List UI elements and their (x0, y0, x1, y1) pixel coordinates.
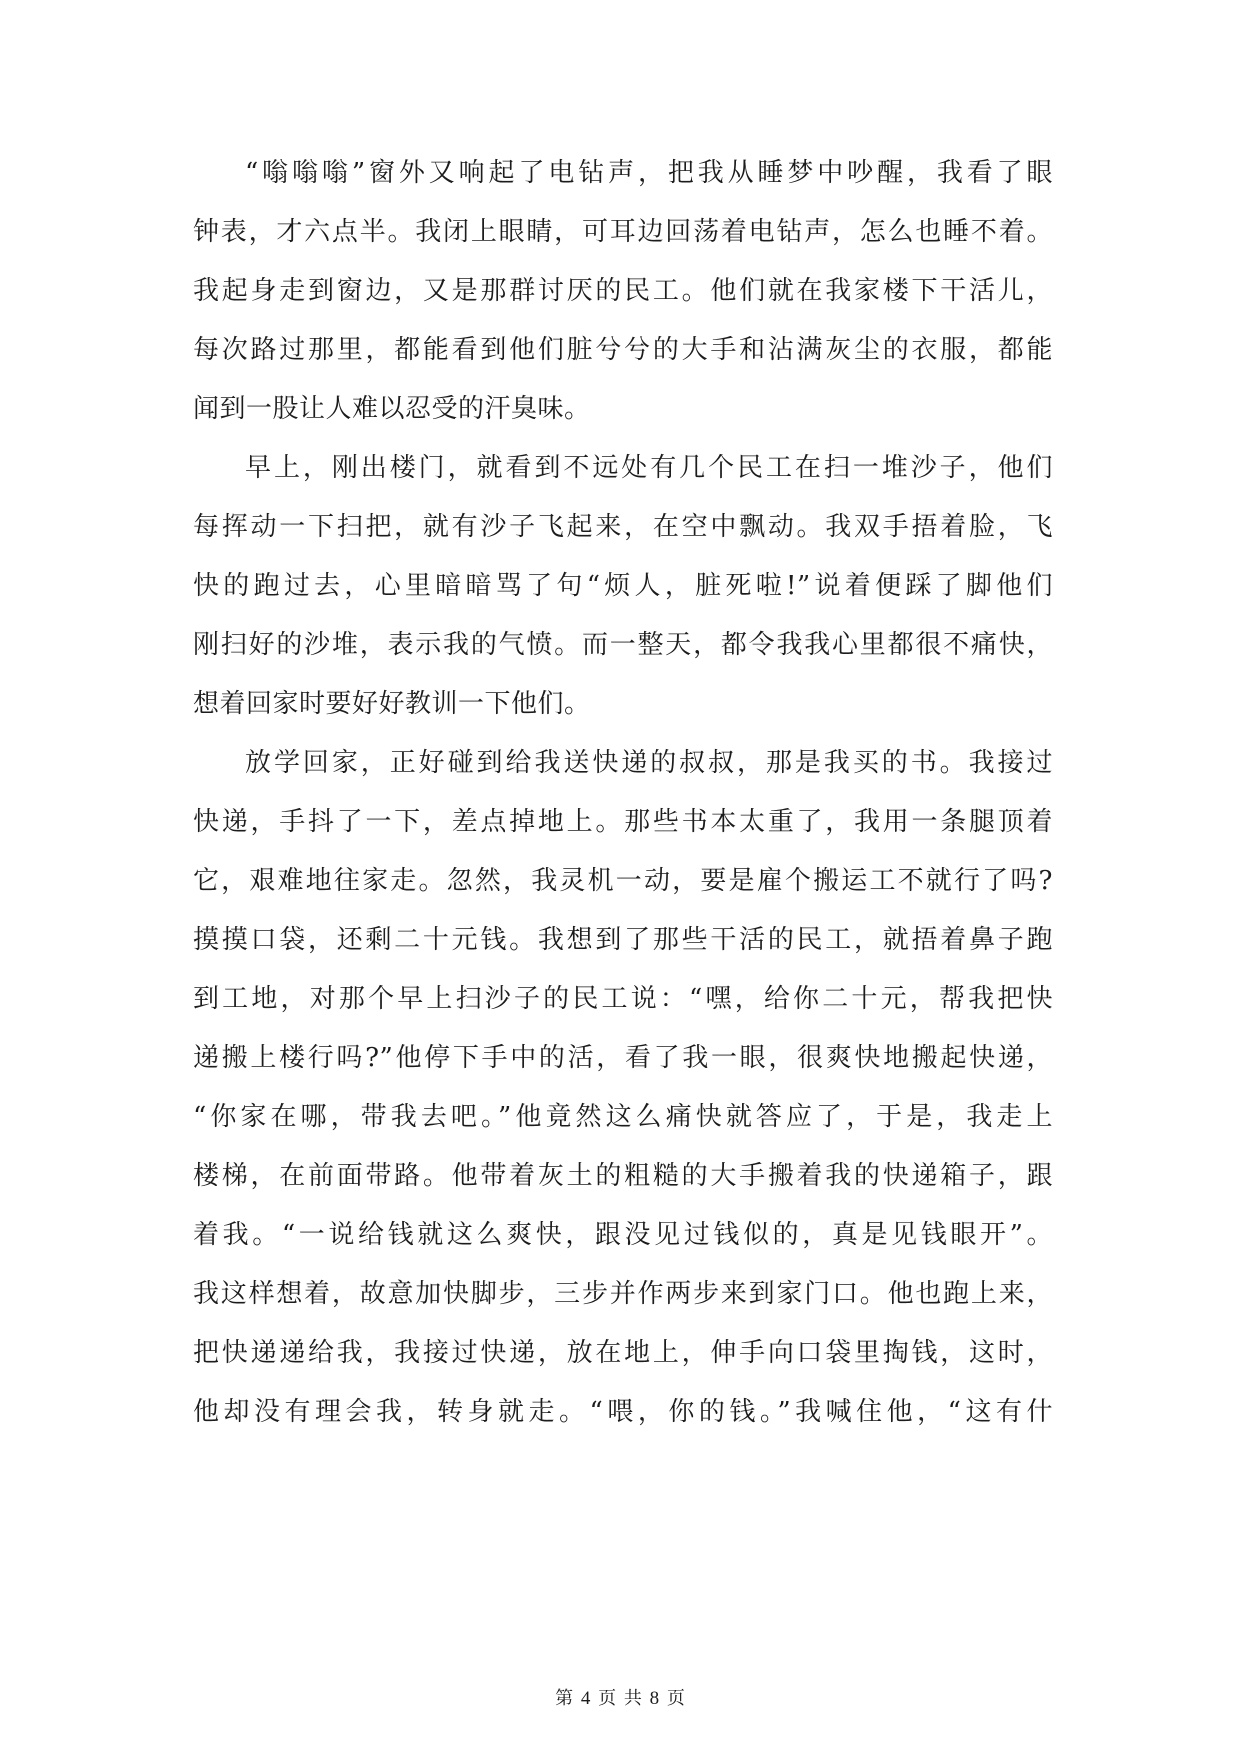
footer-prefix: 第 (555, 1688, 575, 1709)
text-line: 钟表，才六点半。我闭上眼睛，可耳边回荡着电钻声，怎么也睡不着。 (193, 217, 1053, 247)
text-line: 把快递递给我，我接过快递，放在地上，伸手向口袋里掏钱，这时， (193, 1338, 1053, 1368)
text-line: 摸摸口袋，还剩二十元钱。我想到了那些干活的民工，就捂着鼻子跑 (193, 925, 1053, 955)
footer-suffix: 页 (666, 1688, 686, 1709)
text-line: 他却没有理会我，转身就走。“喂，你的钱。”我喊住他，“这有什 (193, 1397, 1053, 1427)
text-line: 递搬上楼行吗?”他停下手中的活，看了我一眼，很爽快地搬起快递， (193, 1043, 1053, 1073)
text-line: 快递，手抖了一下，差点掉地上。那些书本太重了，我用一条腿顶着 (193, 807, 1053, 837)
text-line: 到工地，对那个早上扫沙子的民工说：“嘿，给你二十元，帮我把快 (193, 984, 1053, 1014)
footer-page-number: 4 (580, 1688, 592, 1709)
page-footer (0, 1687, 1241, 1711)
text-line: “你家在哪，带我去吧。”他竟然这么痛快就答应了，于是，我走上 (193, 1102, 1053, 1132)
text-line: 我这样想着，故意加快脚步，三步并作两步来到家门口。他也跑上来， (193, 1279, 1053, 1309)
text-line: 刚扫好的沙堆，表示我的气愤。而一整天，都令我我心里都很不痛快， (193, 630, 1053, 660)
text-line: 快的跑过去，心里暗暗骂了句“烦人，脏死啦!”说着便踩了脚他们 (193, 571, 1053, 601)
footer-middle: 页 共 (598, 1688, 643, 1709)
text-line: 每次路过那里，都能看到他们脏兮兮的大手和沾满灰尘的衣服，都能 (193, 335, 1053, 365)
text-line: 早上，刚出楼门，就看到不远处有几个民工在扫一堆沙子，他们 (245, 453, 1053, 483)
text-line: 我起身走到窗边，又是那群讨厌的民工。他们就在我家楼下干活儿， (193, 276, 1053, 306)
text-line: 每挥动一下扫把，就有沙子飞起来，在空中飘动。我双手捂着脸，飞 (193, 512, 1053, 542)
text-line: 想着回家时要好好教训一下他们。 (193, 689, 591, 719)
text-line: 闻到一股让人难以忍受的汗臭味。 (193, 394, 591, 424)
text-line: 放学回家，正好碰到给我送快递的叔叔，那是我买的书。我接过 (245, 748, 1053, 778)
footer-total-pages: 8 (649, 1688, 661, 1709)
text-line: 它，艰难地往家走。忽然，我灵机一动，要是雇个搬运工不就行了吗? (193, 866, 1053, 896)
text-line: “嗡嗡嗡”窗外又响起了电钻声，把我从睡梦中吵醒，我看了眼 (245, 158, 1053, 188)
text-line: 楼梯，在前面带路。他带着灰土的粗糙的大手搬着我的快递箱子，跟 (193, 1161, 1053, 1191)
text-line: 着我。“一说给钱就这么爽快，跟没见过钱似的，真是见钱眼开”。 (193, 1220, 1053, 1250)
